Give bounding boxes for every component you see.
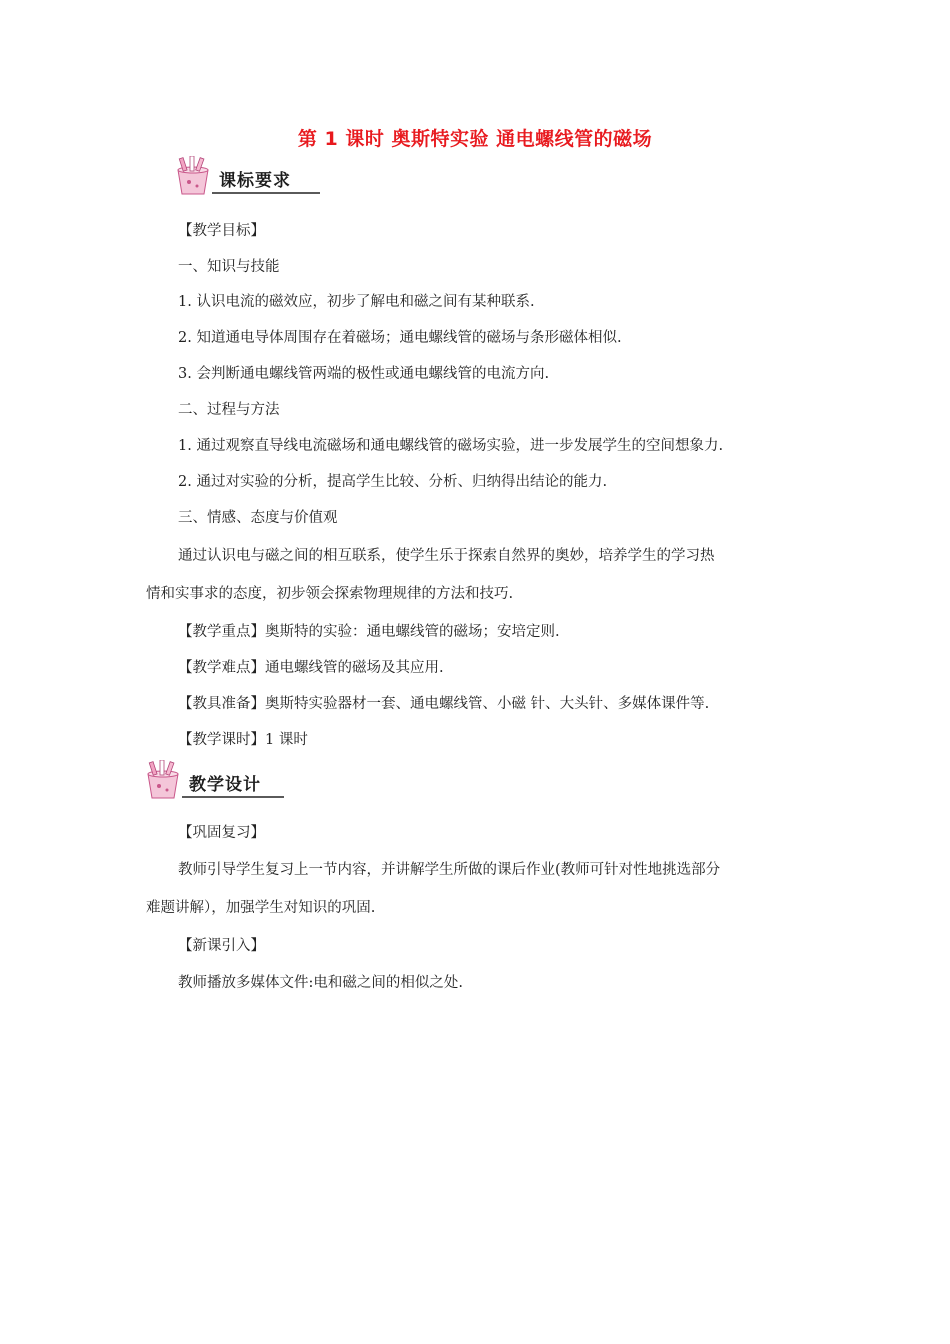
difficult-points: 【教学难点】通电螺线管的磁场及其应用.: [178, 660, 444, 676]
paragraph-line: 教师引导学生复习上一节内容，并讲解学生所做的课后作业(教师可针对性地挑选部分: [178, 862, 721, 878]
subheading-knowledge: 一、知识与技能: [178, 259, 280, 275]
heading-introduction: 【新课引入】: [178, 938, 265, 954]
section-badge-design: [142, 760, 292, 800]
section-badge-label: 教学设计: [189, 775, 261, 795]
subheading-process: 二、过程与方法: [178, 402, 280, 418]
key-points: 【教学重点】奥斯特的实验：通电螺线管的磁场；安培定则.: [178, 624, 560, 640]
text-line: 2. 通过对实验的分析，提高学生比较、分析、归纳得出结论的能力.: [178, 474, 608, 490]
heading-objectives: 【教学目标】: [178, 223, 265, 239]
paragraph-line: 难题讲解），加强学生对知识的巩固.: [146, 900, 376, 916]
subheading-attitude: 三、情感、态度与价值观: [178, 510, 338, 526]
lesson-title: 第 1 课时 奥斯特实验 通电螺线管的磁场: [297, 128, 653, 150]
heading-review: 【巩固复习】: [178, 825, 265, 841]
text-line: 3. 会判断通电螺线管两端的极性或通电螺线管的电流方向.: [178, 366, 550, 382]
paragraph-line: 通过认识电与磁之间的相互联系，使学生乐于探索自然界的奥妙，培养学生的学习热: [178, 548, 715, 564]
class-hours: 【教学课时】1 课时: [178, 732, 308, 748]
paragraph-line: 情和实事求的态度，初步领会探索物理规律的方法和技巧.: [146, 586, 514, 602]
badge-underline: [182, 796, 284, 798]
badge-underline: [212, 192, 320, 194]
teaching-aids: 【教具准备】奥斯特实验器材一套、通电螺线管、小磁 针、大头针、多媒体课件等.: [178, 696, 710, 712]
text-line: 2. 知道通电导体周围存在着磁场；通电螺线管的磁场与条形磁体相似.: [178, 330, 622, 346]
text-line: 1. 通过观察直导线电流磁场和通电螺线管的磁场实验，进一步发展学生的空间想象力.: [178, 438, 724, 454]
text-line: 教师播放多媒体文件:电和磁之间的相似之处.: [178, 975, 463, 991]
section-badge-label: 课标要求: [219, 171, 291, 191]
section-badge-curriculum: [172, 156, 322, 196]
text-line: 1. 认识电流的磁效应，初步了解电和磁之间有某种联系.: [178, 294, 535, 310]
